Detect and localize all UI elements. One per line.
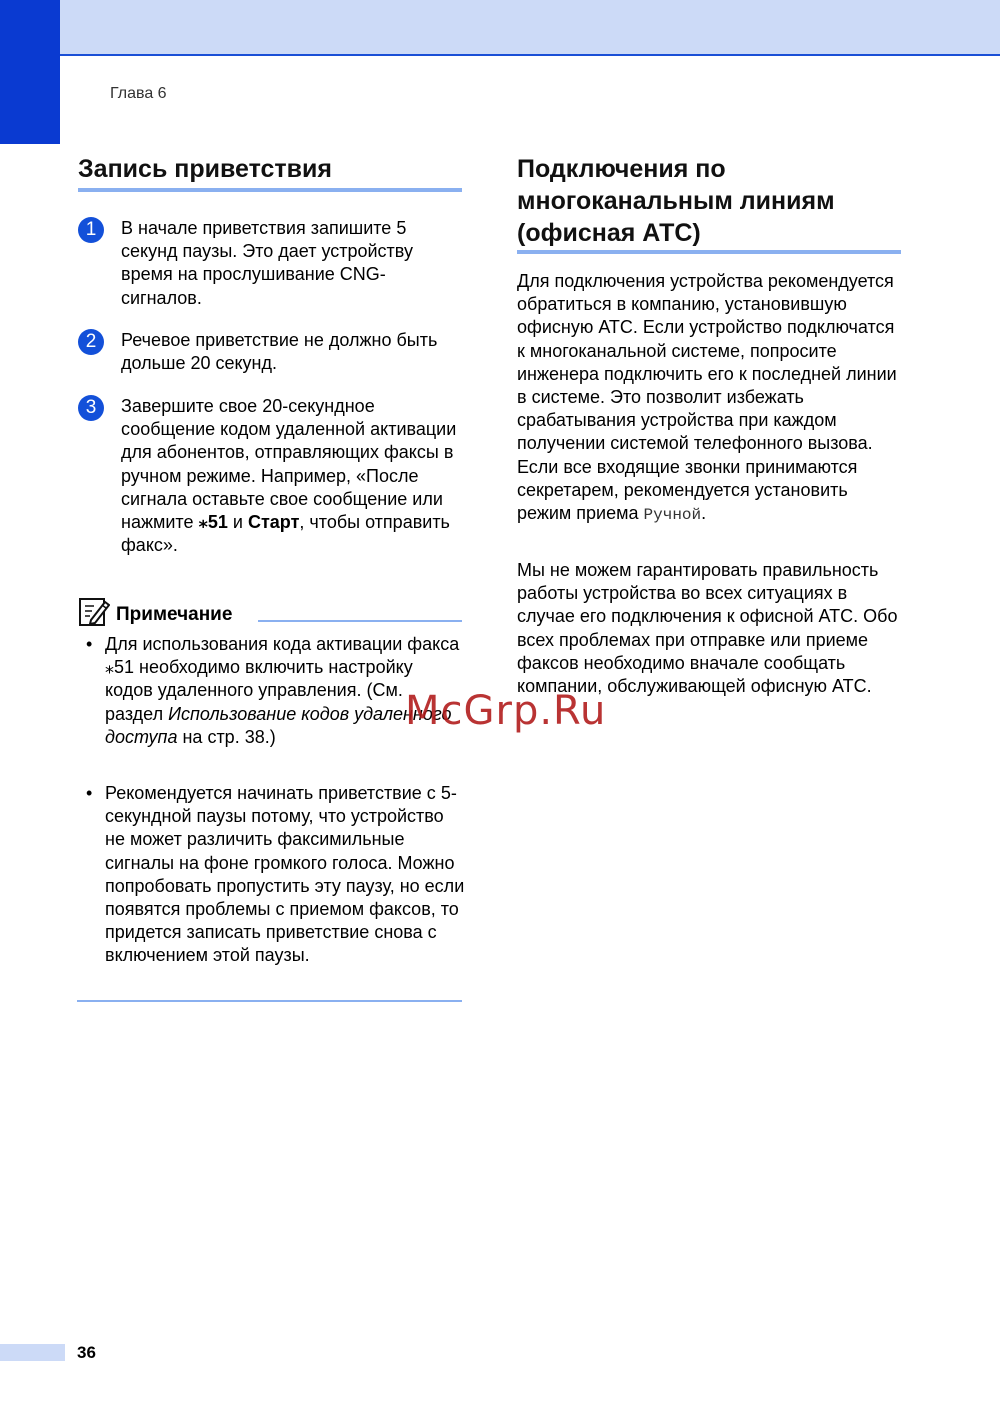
footer-band xyxy=(0,1344,65,1361)
step-3-text-b: и xyxy=(227,512,248,533)
step-3-text-c: , чтобы отправить факс». xyxy=(121,512,450,556)
pbx-paragraph-1-end: . xyxy=(701,503,707,524)
note-bullet-2-text: Рекомендуется начинать приветствие с 5-секундной паузы потому, что устройство не может различить факсимильные сигналы на фоне громкого голоса. Можно попробовать пропустить эту паузу, но если появятся проблемы с приемом факсов, то придется записать приветствие снова с включением этой паузы. xyxy=(105,783,465,966)
step-number-2: 2 xyxy=(78,329,104,355)
chapter-label: Глава 6 xyxy=(110,85,167,102)
section-title-pbx xyxy=(517,153,917,249)
bullet-dot: • xyxy=(86,634,93,654)
step-number-3: 3 xyxy=(78,395,104,421)
section-rule-left xyxy=(78,188,462,192)
note-pencil-icon xyxy=(78,596,110,628)
pbx-title-line-1: Подключения по xyxy=(517,155,726,183)
bullet-dot: • xyxy=(86,783,93,803)
note-bullet-1-text-b: на стр. 38.) xyxy=(177,726,276,747)
start-key-label: Старт xyxy=(247,512,300,533)
header-rule xyxy=(60,54,1000,56)
pbx-paragraph-2: Мы не можем гарантировать правильность работы устройства во всех ситуациях в случае его подключения к офисной АТС. Обо всех проблемах при отправке или приеме факсов необходимо вначале сообщать компании, обслуживающей офисную АТС. xyxy=(517,560,898,697)
note-title: Примечание xyxy=(116,604,233,625)
step-3-text-a: Завершите свое 20-секундное сообщение кодом удаленной активации для абонентов, отправляющих факсы в ручном режиме. Например, «После сигнала оставьте свое сообщение или нажмите xyxy=(121,396,457,533)
step-text-2: Речевое приветствие не должно быть дольше 20 секунд. xyxy=(121,330,438,374)
watermark: McGrp.Ru xyxy=(405,688,607,734)
note-bullet-1-text-a: Для использования кода активации факса ⁎51 необходимо включить настройку кодов удаленного управления. (См. раздел xyxy=(105,634,460,724)
remote-code: ⁎51 xyxy=(198,512,228,533)
pbx-title-line-3: (офисная АТС) xyxy=(517,219,701,247)
receive-mode-value: Ручной xyxy=(643,506,702,525)
note-header xyxy=(78,596,462,628)
pbx-paragraph-1 xyxy=(517,270,907,527)
pbx-paragraph-1-text: Для подключения устройства рекомендуется обратиться в компанию, установившую офисную АТС. Если устройство подключатся к многоканальной системе, попросите инженера подключить его к последней линии в системе. Это позволит избежать срабатывания устройства при каждом получении системой телефонного вызова. Если все входящие звонки принимаются секретарем, рекомендуется установить режим приема xyxy=(517,271,897,524)
chapter-tab xyxy=(0,0,60,144)
pbx-title-line-2: многоканальным линиям xyxy=(517,187,835,215)
note-title-rule xyxy=(258,620,462,622)
note-bottom-rule xyxy=(77,1000,462,1002)
page-number: 36 xyxy=(77,1343,96,1362)
step-text-3 xyxy=(121,395,466,557)
cross-reference-link[interactable]: Использование кодов удаленного доступа xyxy=(105,703,452,747)
section-rule-right xyxy=(517,250,901,254)
header-band xyxy=(0,0,1000,55)
step-text-1: В начале приветствия запишите 5 секунд паузы. Это дает устройству время на прослушивание CNG-сигналов. xyxy=(121,218,413,308)
step-number-1: 1 xyxy=(78,217,104,243)
section-title-greeting: Запись приветствия xyxy=(78,155,332,183)
